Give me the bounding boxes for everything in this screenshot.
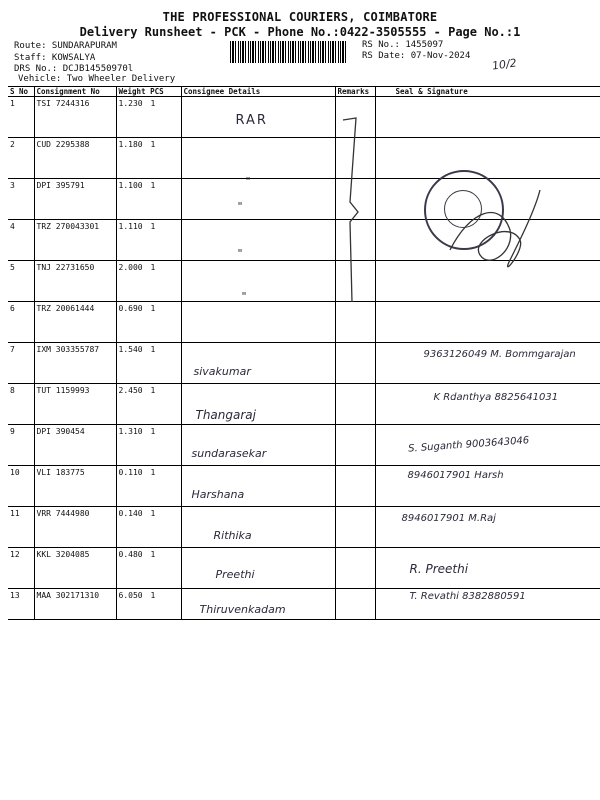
row-weight: 0.110 (118, 468, 143, 477)
barcode (230, 41, 348, 63)
row-sno: 7 (8, 343, 34, 384)
row-weight-pcs (116, 302, 181, 343)
row-weight-pcs (116, 589, 181, 620)
row-weight: 2.000 (118, 263, 143, 272)
row-weight-pcs (116, 261, 181, 302)
row-consignee (181, 425, 335, 466)
row-weight-pcs (116, 466, 181, 507)
signature-handwriting: S. Suganth 9003643046 (407, 435, 530, 455)
row-sno: 11 (8, 507, 34, 548)
row-sno: 4 (8, 220, 34, 261)
row-consignee (181, 97, 335, 138)
row-signature (375, 343, 600, 384)
row-consignee (181, 175, 335, 220)
row-weight: 1.230 (118, 99, 143, 108)
row-pcs: 1 (150, 509, 156, 518)
row-weight: 1.100 (118, 181, 143, 190)
consignee-handwriting: " (245, 175, 251, 188)
row-consignment: TRZ 270043301 (34, 220, 116, 261)
row-weight: 1.310 (118, 427, 143, 436)
consignee-handwriting: sundarasekar (191, 447, 267, 460)
row-weight-pcs (116, 220, 181, 261)
row-consignee (181, 589, 335, 620)
col-remarks: Remarks (335, 87, 375, 97)
row-pcs: 1 (150, 427, 156, 436)
row-consignee (181, 466, 335, 507)
table-row (8, 343, 600, 384)
page-note: 10/2 (491, 56, 518, 73)
row-remarks (335, 589, 375, 620)
row-weight-pcs (116, 97, 181, 138)
col-consignee: Consignee Details (181, 87, 335, 97)
signature-handwriting: K Rdanthya 8825641031 (433, 392, 559, 403)
row-weight-pcs (116, 138, 181, 179)
row-sno: 5 (8, 261, 34, 302)
table-header-row (8, 87, 600, 97)
row-remarks (335, 466, 375, 507)
rs-date: RS Date: 07-Nov-2024 (362, 51, 471, 61)
row-consignee (181, 343, 335, 384)
row-weight-pcs (116, 384, 181, 425)
signature-handwriting: 8946017901 Harsh (407, 470, 504, 481)
row-pcs: 1 (150, 386, 156, 395)
row-signature (375, 425, 600, 466)
table-row (8, 466, 600, 507)
signature-handwriting: R. Preethi (409, 562, 469, 576)
consignee-handwriting: Preethi (215, 568, 255, 581)
row-weight: 0.140 (118, 509, 143, 518)
table-row (8, 425, 600, 466)
consignee-handwriting: " (237, 247, 243, 260)
col-seal-signature: Seal & Signature (375, 87, 600, 97)
row-sno: 2 (8, 138, 34, 179)
row-consignment: KKL 3204085 (34, 548, 116, 589)
row-sno: 10 (8, 466, 34, 507)
row-weight: 1.180 (118, 140, 143, 149)
row-signature (375, 466, 600, 507)
row-remarks (335, 384, 375, 425)
row-pcs: 1 (150, 591, 156, 600)
col-sno: S No (8, 87, 34, 97)
row-sno: 13 (8, 589, 34, 620)
row-signature (375, 507, 600, 548)
route-label: Route: SUNDARAPURAM (14, 41, 117, 51)
row-consignee (181, 138, 335, 179)
row-pcs: 1 (150, 140, 156, 149)
row-consignment: DPI 390454 (34, 425, 116, 466)
row-pcs: 1 (150, 304, 156, 313)
row-sno: 8 (8, 384, 34, 425)
row-pcs: 1 (150, 263, 156, 272)
row-signature (375, 589, 600, 620)
row-weight: 0.480 (118, 550, 143, 559)
row-weight-pcs (116, 179, 181, 220)
row-consignment: TRZ 20061444 (34, 302, 116, 343)
col-weight-pcs: Weight PCS (116, 87, 181, 97)
col-consignment: Consignment No (34, 87, 116, 97)
row-pcs: 1 (150, 345, 156, 354)
row-signature (375, 302, 600, 343)
table-row (8, 302, 600, 343)
rs-number: RS No.: 1455097 (362, 40, 444, 50)
drs-number: DRS No.: DCJB14550970l (14, 64, 134, 74)
consignee-handwriting: Rithika (213, 529, 252, 542)
runsheet-subtitle: Delivery Runsheet - PCK - Phone No.:0422-3505555 - Page No.:1 (79, 25, 521, 39)
row-sno: 1 (8, 97, 34, 138)
row-consignment: VLI 183775 (34, 466, 116, 507)
table-row (8, 548, 600, 589)
row-weight: 1.540 (118, 345, 143, 354)
consignee-handwriting: " (241, 290, 247, 303)
row-pcs: 1 (150, 222, 156, 231)
signature-handwriting: 8946017901 M.Raj (401, 513, 496, 524)
consignee-handwriting: " (237, 200, 243, 213)
row-signature (375, 384, 600, 425)
consignee-handwriting: RAR (235, 113, 268, 128)
staff-label: Staff: KOWSALYA (14, 53, 96, 63)
row-weight: 1.110 (118, 222, 143, 231)
row-weight: 0.690 (118, 304, 143, 313)
runsheet-table (8, 86, 600, 620)
row-pcs: 1 (150, 99, 156, 108)
row-pcs: 1 (150, 468, 156, 477)
company-name: THE PROFESSIONAL COURIERS, COIMBATORE (162, 10, 438, 24)
consignee-handwriting: Harshana (191, 488, 245, 501)
row-signature (375, 97, 600, 138)
row-consignment: DPI 395791 (34, 179, 116, 220)
row-weight-pcs (116, 548, 181, 589)
row-weight: 2.450 (118, 386, 143, 395)
row-sno: 6 (8, 302, 34, 343)
table-row (8, 384, 600, 425)
row-remarks (335, 425, 375, 466)
row-sno: 9 (8, 425, 34, 466)
row-remarks (335, 507, 375, 548)
row-consignment: VRR 7444980 (34, 507, 116, 548)
row-consignment: CUD 2295388 (34, 138, 116, 179)
row-consignee (181, 290, 335, 343)
row-remarks (335, 343, 375, 384)
table-row (8, 507, 600, 548)
signature-scribble (440, 170, 550, 290)
table-row (8, 589, 600, 620)
row-consignment: IXM 303355787 (34, 343, 116, 384)
consignee-handwriting: Thiruvenkadam (199, 603, 286, 616)
signature-handwriting: T. Revathi 8382880591 (409, 591, 526, 602)
row-consignee (181, 384, 335, 425)
row-weight-pcs (116, 425, 181, 466)
row-consignment: TUT 1159993 (34, 384, 116, 425)
vehicle-label: Vehicle: Two Wheeler Delivery (18, 74, 176, 84)
row-consignee (181, 507, 335, 548)
row-pcs: 1 (150, 181, 156, 190)
row-weight: 6.050 (118, 591, 143, 600)
signature-handwriting: 9363126049 M. Bommgarajan (423, 349, 576, 360)
row-weight-pcs (116, 507, 181, 548)
row-consignee (181, 548, 335, 589)
consignee-handwriting: Thangaraj (195, 408, 256, 422)
row-signature (375, 548, 600, 589)
row-weight-pcs (116, 343, 181, 384)
row-consignment: TSI 7244316 (34, 97, 116, 138)
row-consignment: MAA 302171310 (34, 589, 116, 620)
table-row (8, 97, 600, 138)
row-sno: 3 (8, 179, 34, 220)
row-pcs: 1 (150, 550, 156, 559)
row-sno: 12 (8, 548, 34, 589)
consignee-handwriting: sivakumar (193, 365, 251, 378)
remarks-bracket-mark (338, 112, 368, 312)
row-consignment: TNJ 22731650 (34, 261, 116, 302)
row-remarks (335, 548, 375, 589)
